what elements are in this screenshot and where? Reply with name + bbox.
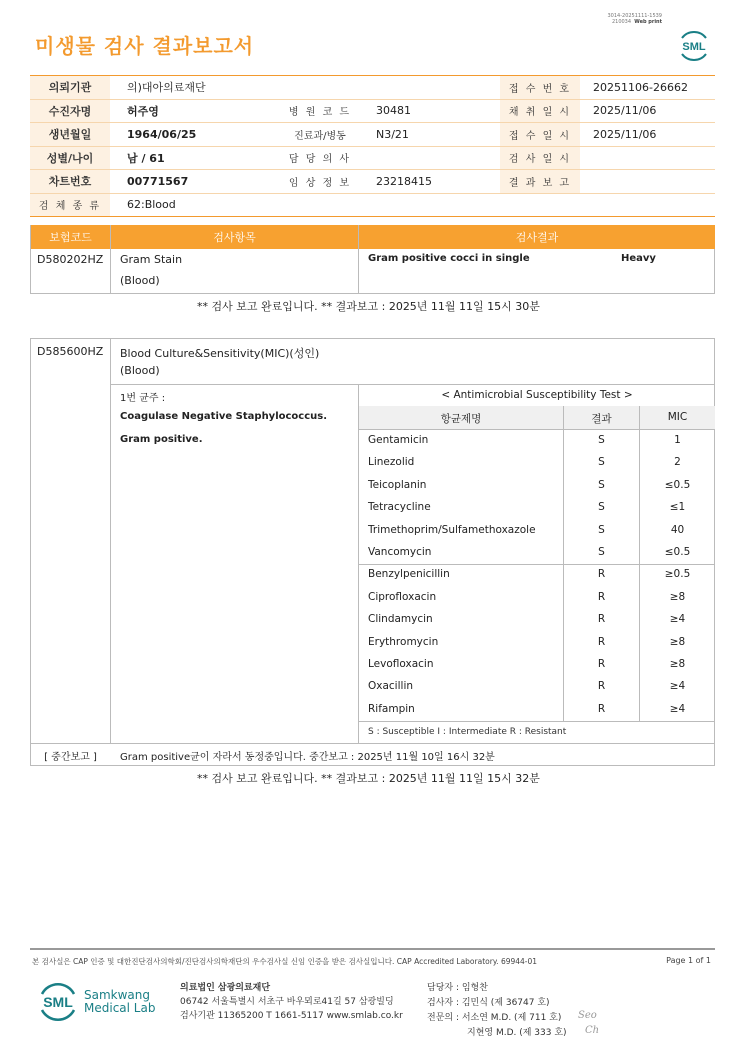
test1-complete-note: ** 검사 보고 완료입니다. ** 결과보고 : 2025년 11월 11일 15시 30분 bbox=[197, 300, 540, 313]
drug-interpretation: R bbox=[597, 613, 606, 626]
drug-interpretation: S bbox=[598, 546, 605, 558]
signature-1: Seo bbox=[578, 1010, 597, 1021]
drug-mic: ≥8 bbox=[669, 590, 686, 603]
organism-label: 1번 균주 : bbox=[120, 393, 166, 404]
test-specimen: (Blood) bbox=[120, 364, 160, 377]
patient-info-table bbox=[30, 75, 715, 217]
ast-drug-row bbox=[359, 632, 715, 654]
label-department: 진료과/병동 bbox=[280, 123, 360, 146]
ast-drug-row bbox=[359, 520, 715, 542]
info-row bbox=[30, 100, 715, 124]
staff-manager: 담당자 : 임형찬 bbox=[427, 983, 488, 993]
ast-drug-row bbox=[359, 676, 715, 698]
value-department: N3/21 bbox=[376, 127, 409, 141]
label-chart-no: 차트번호 bbox=[30, 170, 110, 193]
drug-name: Levofloxacin bbox=[368, 658, 434, 670]
drug-mic: ≥4 bbox=[669, 613, 686, 626]
drug-name: Trimethoprim/Sulfamethoxazole bbox=[368, 523, 536, 536]
value-requester: 의)대아의료재단 bbox=[127, 81, 206, 95]
drug-name: Erythromycin bbox=[368, 635, 439, 648]
col-result: 결과 bbox=[591, 413, 612, 425]
drug-name: Gentamicin bbox=[368, 434, 429, 446]
ast-drug-row bbox=[359, 475, 715, 497]
test-item-name: Gram Stain bbox=[120, 253, 183, 266]
drug-name: Oxacillin bbox=[368, 680, 414, 693]
drug-mic: ≥8 bbox=[669, 635, 686, 648]
report-title: 미생물 검사 결과보고서 bbox=[35, 34, 255, 58]
test-specimen: (Blood) bbox=[120, 274, 160, 287]
ast-drug-row bbox=[359, 452, 715, 474]
ast-header bbox=[359, 406, 715, 429]
label-specimen: 검 체 종 류 bbox=[30, 194, 110, 217]
value-receipt-date: 2025/11/06 bbox=[593, 127, 657, 141]
value-hospital-code: 30481 bbox=[376, 104, 411, 118]
drug-mic: ≤0.5 bbox=[664, 478, 691, 491]
drug-mic: 2 bbox=[674, 456, 681, 469]
gram-stain-result: Gram positive cocci in single bbox=[368, 253, 530, 264]
sml-mark-icon bbox=[36, 980, 80, 1024]
drug-name: Benzylpenicillin bbox=[368, 568, 450, 581]
drug-mic: ≥0.5 bbox=[664, 568, 691, 581]
label-birthdate: 생년월일 bbox=[30, 123, 110, 146]
value-patient-name: 허주영 bbox=[127, 104, 159, 118]
col-drug: 항균제명 bbox=[440, 413, 482, 425]
drug-interpretation: S bbox=[598, 501, 605, 514]
label-collection-date: 채 취 일 시 bbox=[500, 100, 580, 123]
test-code: D580202HZ bbox=[37, 253, 104, 266]
test2-complete-note: ** 검사 보고 완료입니다. ** 결과보고 : 2025년 11월 11일 15시 32분 bbox=[197, 772, 540, 785]
drug-mic: ≥4 bbox=[669, 702, 686, 715]
label-receipt-date: 접 수 일 시 bbox=[500, 123, 580, 146]
value-birthdate: 1964/06/25 bbox=[127, 127, 197, 141]
print-meta bbox=[607, 13, 662, 25]
gram-stain-grade: Heavy bbox=[621, 253, 656, 264]
info-row bbox=[30, 170, 715, 194]
lab-address-block bbox=[180, 981, 403, 1023]
label-clinical-info: 임 상 정 보 bbox=[280, 170, 360, 193]
page-number: Page 1 of 1 bbox=[666, 956, 711, 965]
sml-logo bbox=[676, 28, 712, 64]
interim-label: [ 중간보고 ] bbox=[44, 752, 97, 763]
value-clinical-info: 23218415 bbox=[376, 174, 432, 188]
value-collection-date: 2025/11/06 bbox=[593, 104, 657, 118]
drug-mic: 1 bbox=[674, 434, 681, 446]
drug-mic: ≥8 bbox=[669, 658, 686, 670]
label-requester: 의뢰기관 bbox=[30, 76, 110, 99]
drug-name: Rifampin bbox=[368, 702, 415, 715]
staff-specialist-2: 지현영 M.D. (제 333 호) bbox=[467, 1028, 567, 1038]
label-patient-name: 수진자명 bbox=[30, 100, 110, 123]
drug-interpretation: R bbox=[597, 680, 606, 693]
org-address: 06742 서울특별시 서초구 바우뫼로41길 57 삼광빌딩 bbox=[180, 997, 394, 1007]
drug-mic: ≤0.5 bbox=[664, 546, 691, 558]
drug-interpretation: S bbox=[598, 456, 605, 469]
value-chart-no: 00771567 bbox=[127, 174, 189, 188]
col-mic: MIC bbox=[667, 411, 688, 423]
drug-interpretation: S bbox=[598, 523, 605, 536]
label-accession-no: 접 수 번 호 bbox=[500, 76, 580, 99]
ast-drug-row bbox=[359, 654, 715, 676]
header-test-result: 검사결과 bbox=[359, 225, 715, 249]
drug-name: Clindamycin bbox=[368, 613, 433, 626]
ast-drug-row bbox=[359, 587, 715, 609]
staff-specialist-1: 전문의 : 서소연 M.D. (제 711 호) bbox=[427, 1013, 562, 1023]
drug-name: Linezolid bbox=[368, 456, 415, 469]
drug-interpretation: R bbox=[597, 568, 606, 581]
drug-name: Teicoplanin bbox=[368, 478, 427, 491]
drug-interpretation: S bbox=[598, 478, 605, 491]
test-code: D585600HZ bbox=[37, 345, 104, 358]
label-hospital-code: 병 원 코 드 bbox=[280, 100, 360, 123]
ast-drug-row bbox=[359, 497, 715, 519]
org-name: 의료법인 삼광의료재단 bbox=[180, 983, 271, 993]
svg-text:SML: SML bbox=[682, 41, 706, 53]
footer-divider bbox=[30, 948, 715, 950]
ast-drug-row bbox=[359, 430, 715, 452]
staff-tester: 검사자 : 김민식 (제 36747 호) bbox=[427, 998, 550, 1008]
drug-interpretation: R bbox=[597, 590, 606, 603]
test-item-name: Blood Culture&Sensitivity(MIC)(성인) bbox=[120, 347, 320, 360]
info-row bbox=[30, 76, 715, 100]
signature-2: Ch bbox=[585, 1025, 600, 1036]
gram-stain-table bbox=[30, 225, 715, 294]
header-insurance-code: 보험코드 bbox=[31, 225, 110, 249]
header-test-item: 검사항목 bbox=[111, 225, 358, 249]
ast-drug-row bbox=[359, 699, 715, 721]
ast-legend: S : Susceptible I : Intermediate R : Resistant bbox=[368, 727, 567, 737]
ast-drug-row bbox=[359, 609, 715, 631]
value-specimen: 62:Blood bbox=[127, 198, 176, 212]
label-doctor: 담 당 의 사 bbox=[280, 147, 360, 170]
org-contact: 검사기관 11365200 T 1661-5117 www.smlab.co.kr bbox=[180, 1011, 403, 1021]
meta-line-1: 3014-20251111-1539 bbox=[607, 13, 662, 19]
info-row bbox=[30, 123, 715, 147]
meta-line-2: 210034 Web print bbox=[611, 19, 662, 25]
info-row bbox=[30, 147, 715, 171]
label-sex-age: 성별/나이 bbox=[30, 147, 110, 170]
value-accession-no: 20251106-26662 bbox=[593, 80, 688, 94]
drug-interpretation: R bbox=[597, 702, 606, 715]
ast-drug-list bbox=[359, 430, 715, 721]
drug-mic: 40 bbox=[670, 523, 685, 536]
ast-drug-row bbox=[359, 542, 715, 564]
interim-report: Gram positive균이 자라서 동정중입니다. 중간보고 : 2025년 11월 10일 16시 32분 bbox=[120, 752, 495, 763]
drug-interpretation: R bbox=[597, 635, 606, 648]
ast-drug-row bbox=[359, 564, 715, 586]
staff-block bbox=[427, 981, 567, 1041]
drug-mic: ≤1 bbox=[669, 501, 686, 514]
drug-interpretation: S bbox=[598, 434, 605, 446]
gram-result: Gram positive. bbox=[120, 434, 203, 445]
drug-name: Vancomycin bbox=[368, 546, 432, 558]
ast-title: < Antimicrobial Susceptibility Test > bbox=[441, 389, 633, 401]
lab-name: Samkwang Medical Lab bbox=[84, 988, 156, 1015]
svg-text:SML: SML bbox=[43, 994, 73, 1010]
label-result-report: 결 과 보 고 bbox=[500, 170, 580, 193]
drug-mic: ≥4 bbox=[669, 680, 686, 693]
cap-certification: 본 검사실은 CAP 인증 및 대한진단검사의학회/진단검사의학재단의 우수검사실 신임 인증을 받은 검사실입니다. CAP Accredited Laboratory. 69944-01 bbox=[32, 957, 538, 966]
organism-name: Coagulase Negative Staphylococcus. bbox=[120, 411, 328, 422]
drug-name: Tetracycline bbox=[368, 501, 431, 514]
drug-name: Ciprofloxacin bbox=[368, 590, 437, 603]
info-row bbox=[30, 194, 715, 218]
value-sex-age: 남 / 61 bbox=[127, 151, 165, 165]
label-test-date: 검 사 일 시 bbox=[500, 147, 580, 170]
drug-interpretation: R bbox=[597, 658, 606, 670]
blood-culture-table bbox=[30, 338, 715, 766]
